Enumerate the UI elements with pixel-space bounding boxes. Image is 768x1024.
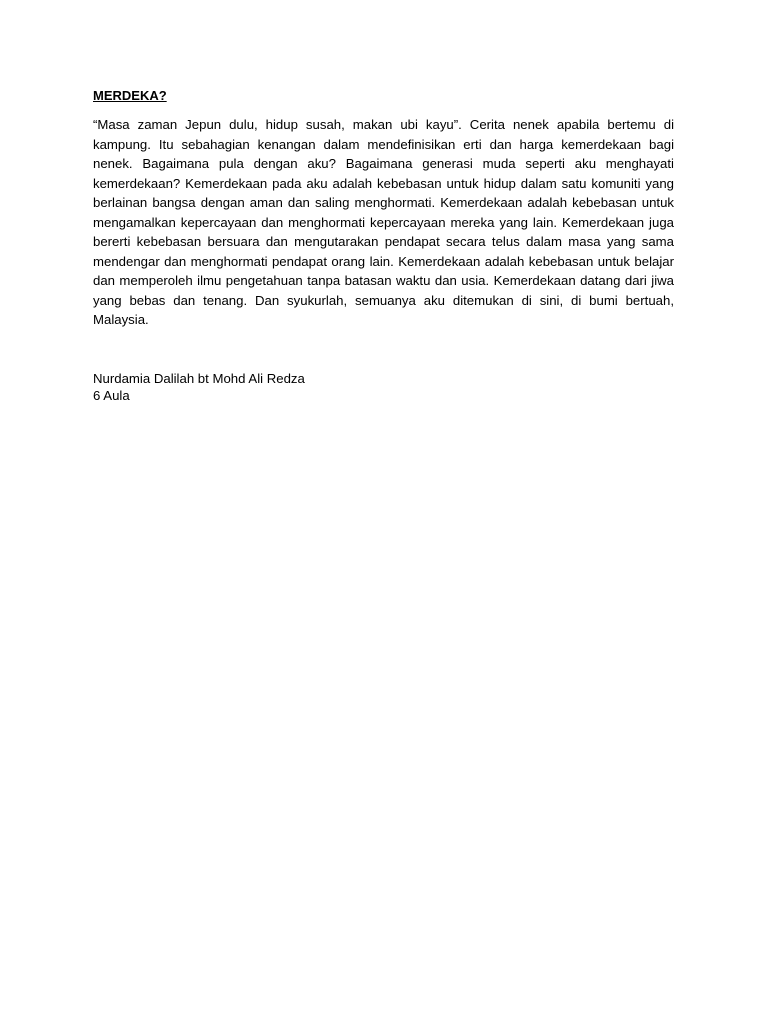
essay-paragraph: “Masa zaman Jepun dulu, hidup susah, makan ubi kayu”. Cerita nenek apabila bertemu di kampung. Itu sebahagian kenangan dalam mendefinisikan erti dan harga kemerdekaan bagi nenek. Bagaimana pula dengan aku? Bagaimana generasi muda seperti aku menghayati kemerdekaan? Kemerdekaan pada aku adalah kebebasan untuk hidup dalam satu komuniti yang berlainan bangsa dengan aman dan saling menghormati. Kemerdekaan adalah kebebasan untuk mengamalkan kepercayaan dan menghormati kepercayaan mereka yang lain. Kemerdekaan juga bererti kebebasan bersuara dan mengutarakan pendapat secara telus dalam masa yang sama mendengar dan menghormati pendapat orang lain. Kemerdekaan adalah kebebasan untuk belajar dan memperoleh ilmu pengetahuan tanpa batasan waktu dan usia. Kemerdekaan datang dari jiwa yang bebas dan tenang. Dan syukurlah, semuanya aku ditemukan di sini, di bumi bertuah, Malaysia. — [93, 117, 674, 327]
author-name: Nurdamia Dalilah bt Mohd Ali Redza — [93, 370, 305, 386]
document-title: MERDEKA? — [93, 88, 167, 103]
author-class: 6 Aula — [93, 387, 130, 403]
author-block — [93, 370, 674, 404]
document-content — [93, 87, 674, 404]
